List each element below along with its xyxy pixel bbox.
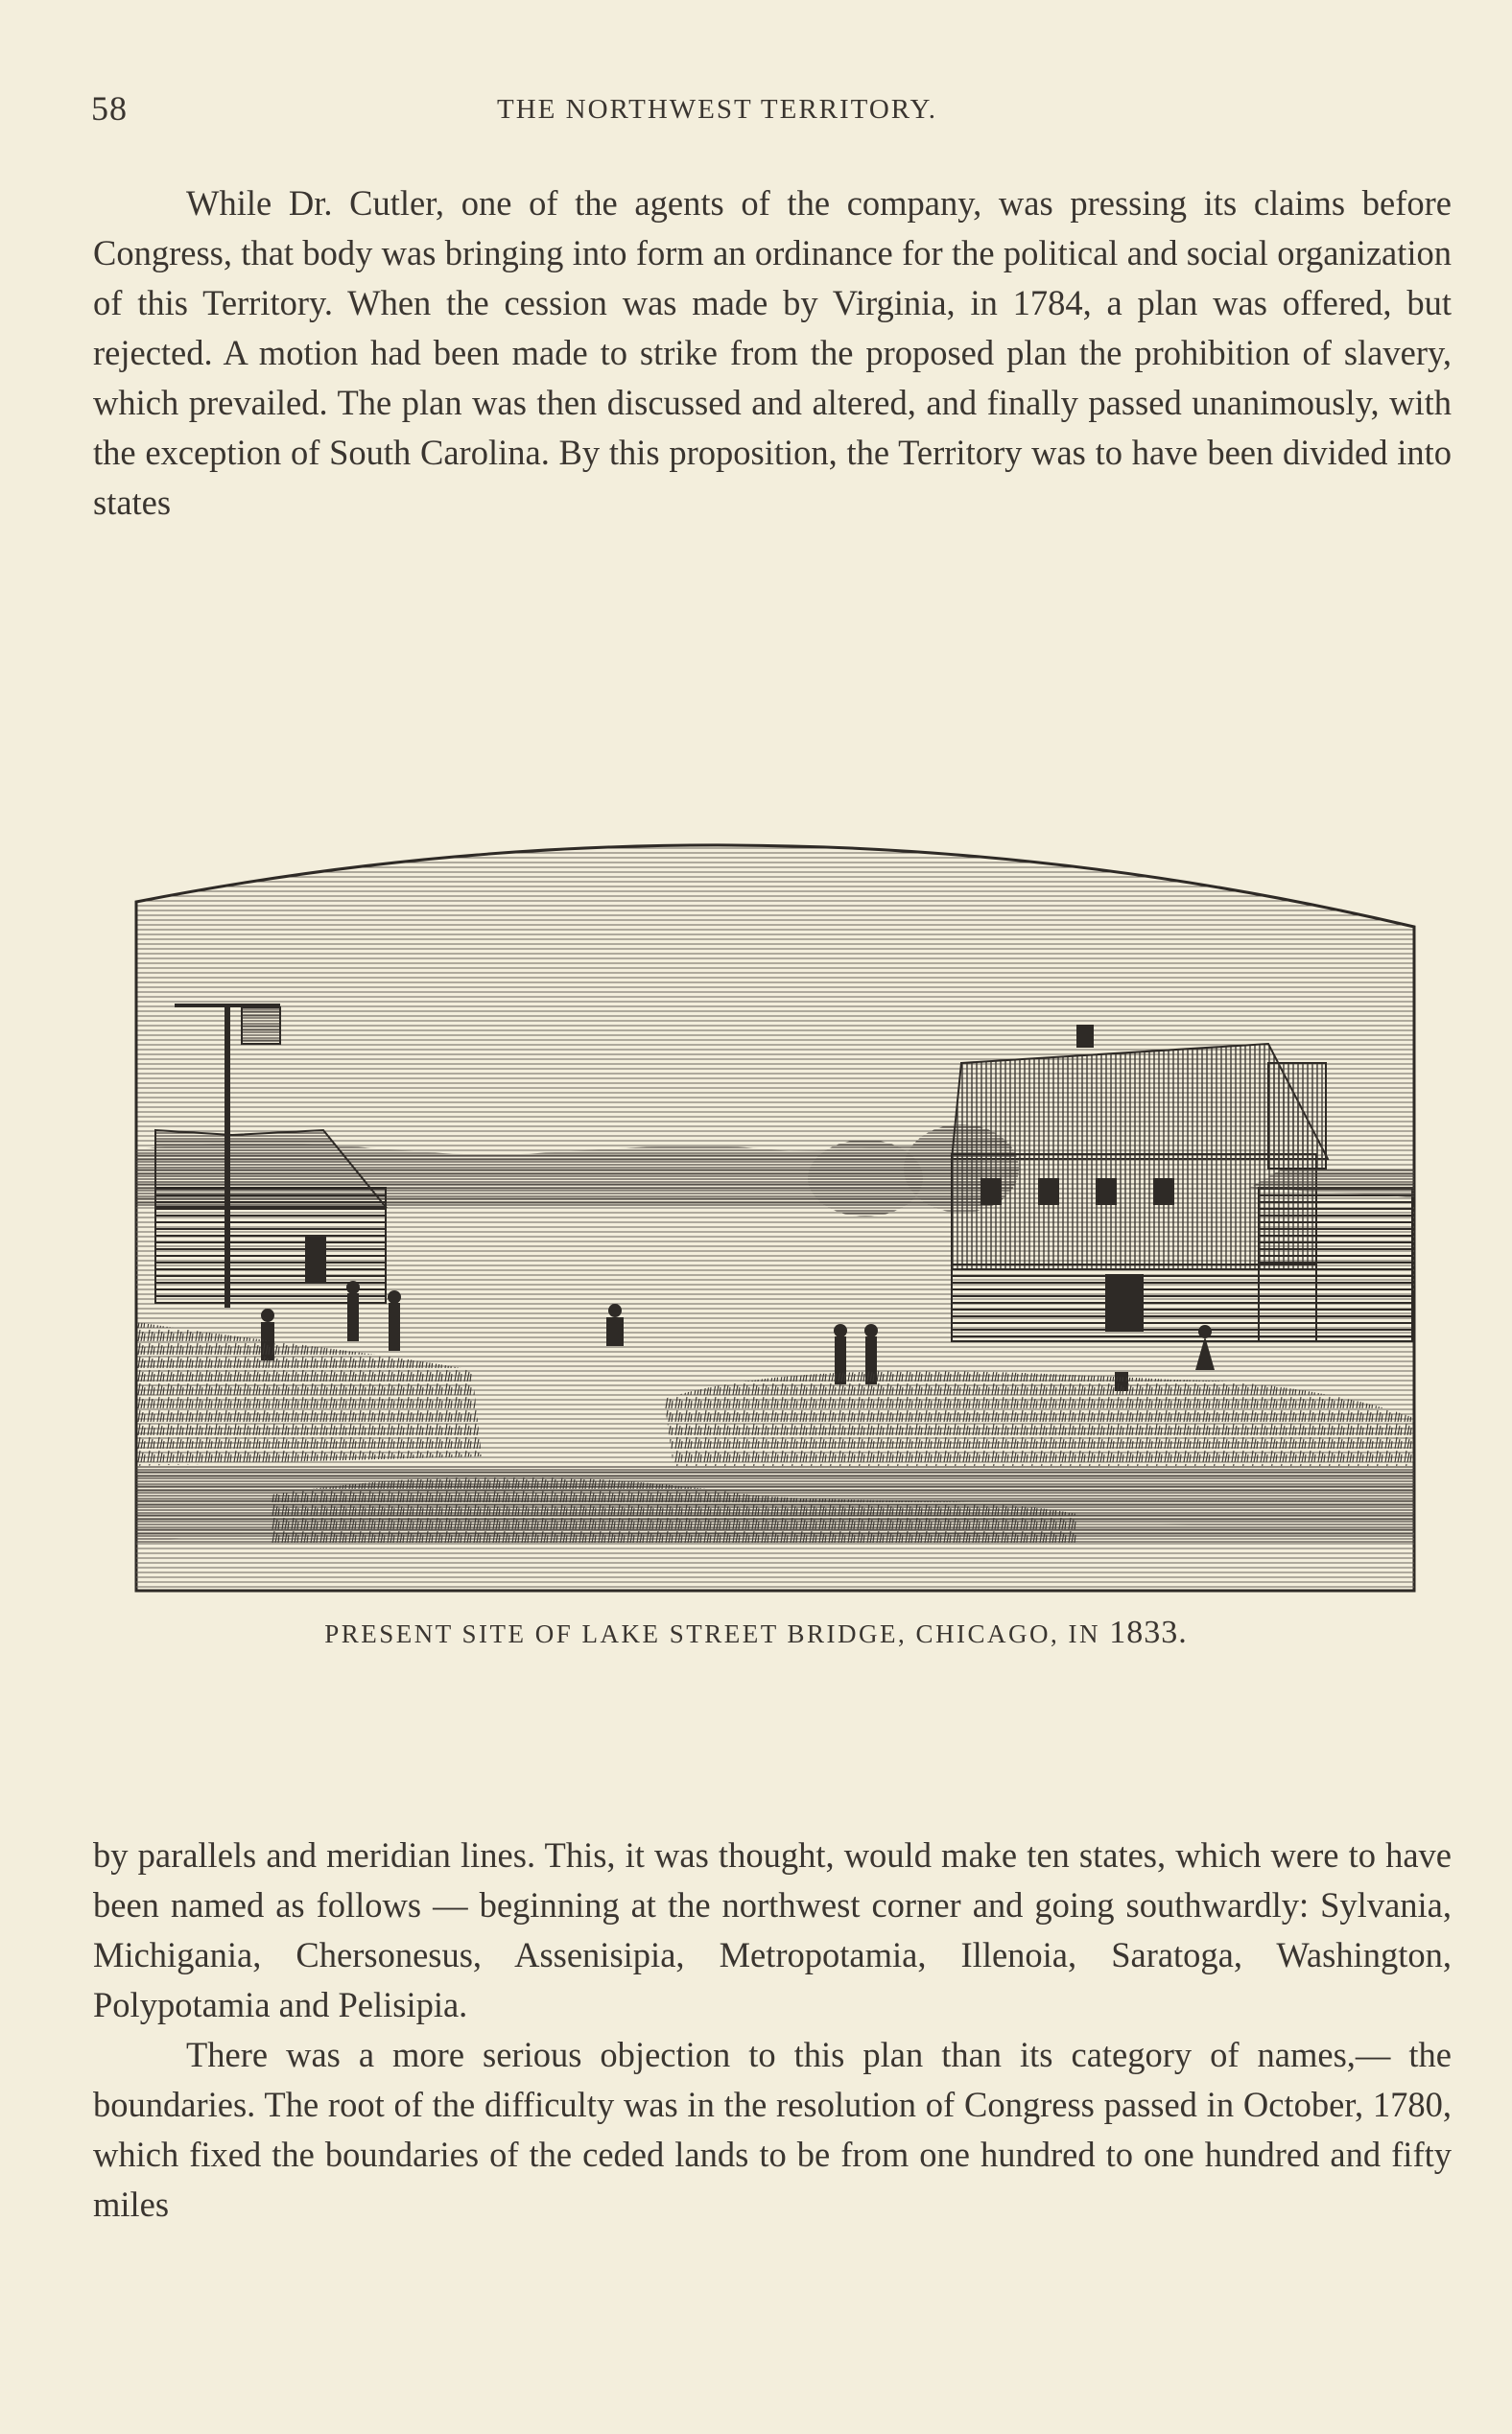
figure-caption [0, 1615, 1512, 1651]
paragraph: While Dr. Cutler, one of the agents of the company, was pressing its claims before Congress, that body was bringing into form an ordinance for the political and social organization of this Territory. When the cession was made by Virginia, in 1784, a plan was offered, but rejected. A motion had been made to strike from the proposed plan the prohibition of slavery, which prevailed. The plan was then discussed and altered, and finally passed unanimously, with the exception of South Carolina. By this proposition, the Territory was to have been divided into states [93, 183, 1452, 522]
caption-year: 1833. [1109, 1615, 1188, 1650]
text-block-top [93, 178, 1452, 528]
engraving-illustration [117, 804, 1433, 1602]
caption-text: PRESENT SITE OF LAKE STREET BRIDGE, CHICAGO, IN [324, 1619, 1101, 1648]
page-number: 58 [91, 89, 128, 128]
running-title: THE NORTHWEST TERRITORY. [497, 94, 937, 125]
paragraph: by parallels and meridian lines. This, it was thought, would make ten states, which were to have been named as follows — beginning at the northwest corner and going southwardly: Sylvania, Michigania, Chersonesus, Assenisipia, Metropotamia, Illenoia, Saratoga, Washington, Polypotamia and Pelisipia. [93, 1835, 1452, 2024]
running-head [0, 88, 1512, 136]
text-block-bottom [93, 1831, 1452, 2230]
paragraph: There was a more serious objection to this plan than its category of names,— the boundaries. The root of the difficulty was in the resolution of Congress passed in October, 1780, which fixed the boundaries of the ceded lands to be from one hundred to one hundred and fifty miles [93, 2035, 1452, 2224]
